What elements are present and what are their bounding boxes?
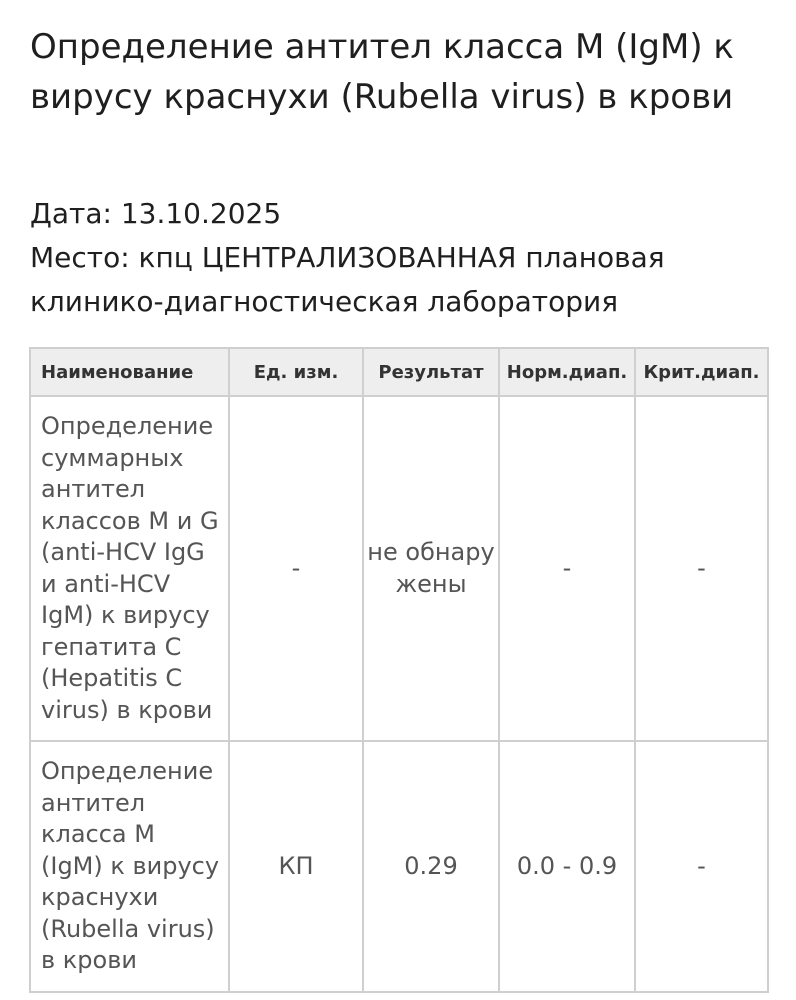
- row-test-name: Определение суммарных антител классов M и G (anti-HCV IgG и anti-HCV IgM) к вирусу гепатита C (Hepatitis C virus) в крови: [30, 396, 229, 741]
- table-header-row: [30, 348, 768, 396]
- row-result: 0.29: [363, 741, 499, 992]
- row-test-name: Определение антител класса M (IgM) к вирусу краснухи (Rubella virus) в крови: [30, 741, 229, 992]
- row-norm-range: -: [499, 396, 635, 741]
- page-title: Определение антител класса M (IgM) к вирусу краснухи (Rubella virus) в крови: [30, 27, 734, 117]
- header-unit: Ед. изм.: [229, 348, 363, 396]
- table-row: [30, 396, 768, 741]
- results-table: [29, 347, 769, 993]
- header-crit-range: Крит.диап.: [635, 348, 768, 396]
- row-norm-range: 0.0 - 0.9: [499, 741, 635, 992]
- header-name: Наименование: [30, 348, 229, 396]
- test-meta: [30, 192, 780, 324]
- row-crit-range: -: [635, 741, 768, 992]
- header-result: Результат: [363, 348, 499, 396]
- header-norm-range: Норм.диап.: [499, 348, 635, 396]
- row-unit: КП: [229, 741, 363, 992]
- test-date: Дата: 13.10.2025: [30, 197, 282, 230]
- test-place: Место: кпц ЦЕНТРАЛИЗОВАННАЯ плановая клинико-диагностическая лаборатория: [30, 241, 665, 318]
- row-crit-range: -: [635, 396, 768, 741]
- table-row: [30, 741, 768, 992]
- row-unit: -: [229, 396, 363, 741]
- row-result: не обнаружены: [363, 396, 499, 741]
